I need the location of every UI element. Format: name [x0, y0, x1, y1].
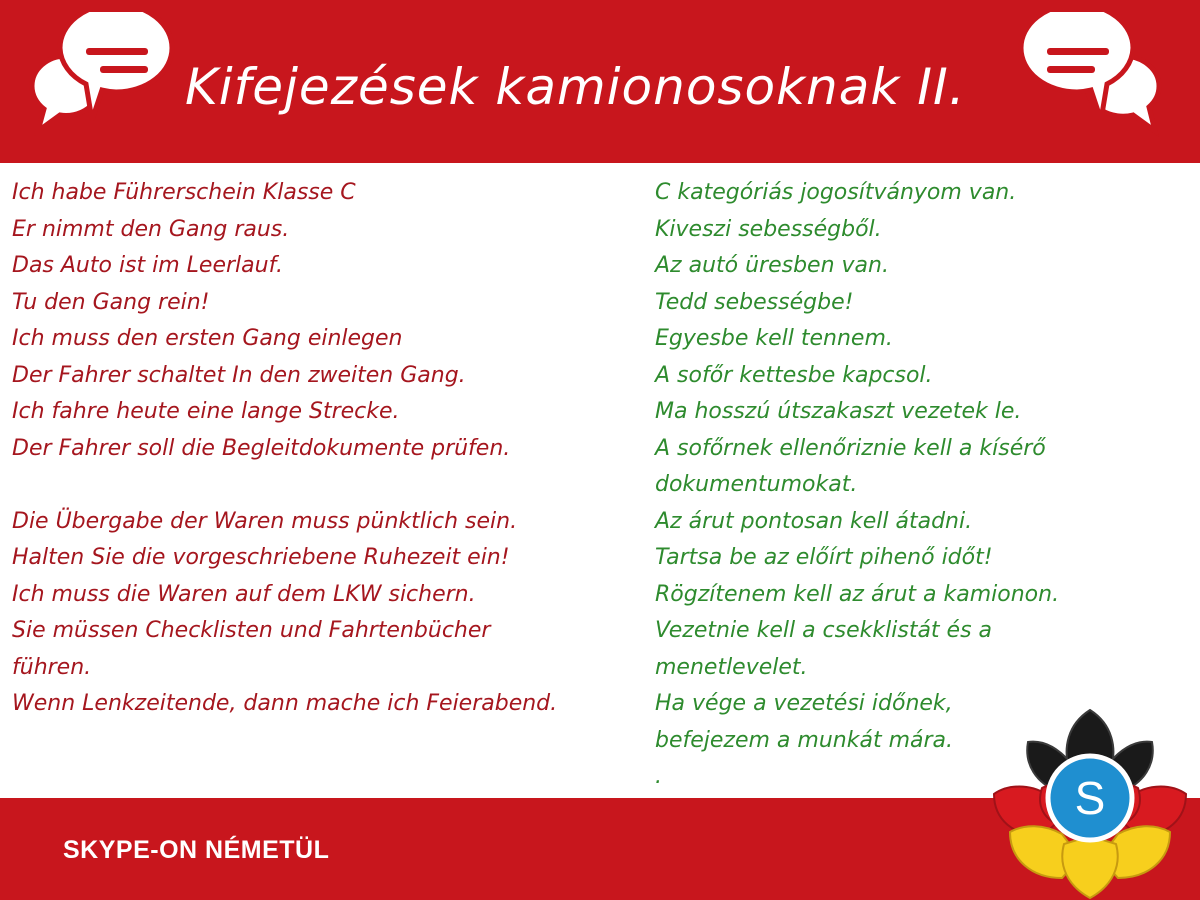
german-phrase: Er nimmt den Gang raus.	[12, 216, 290, 242]
german-phrase: Sie müssen Checklisten und Fahrtenbücher	[12, 618, 491, 643]
hungarian-phrase: menetlevelet.	[655, 654, 808, 680]
hungarian-phrase: Tartsa be az előírt pihenő időt!	[655, 545, 993, 570]
hungarian-phrase: Kiveszi sebességből.	[655, 216, 882, 242]
german-phrase: Das Auto ist im Leerlauf.	[12, 253, 283, 278]
hungarian-phrase: befejezem a munkát mára.	[655, 727, 953, 753]
chat-bubbles-icon	[20, 12, 180, 152]
hungarian-phrase: C kategóriás jogosítványom van.	[655, 180, 1017, 205]
hungarian-phrase: Egyesbe kell tennem.	[655, 326, 893, 351]
german-phrase: Der Fahrer schaltet In den zweiten Gang.	[12, 362, 466, 388]
hungarian-phrase: Az autó üresben van.	[655, 253, 889, 278]
german-phrases	[12, 175, 642, 723]
hungarian-phrase: .	[655, 764, 662, 789]
hungarian-phrase: Ha vége a vezetési időnek,	[655, 691, 953, 716]
hungarian-phrase: dokumentumokat.	[655, 472, 858, 497]
german-phrase: Tu den Gang rein!	[12, 289, 210, 315]
hungarian-phrase: Rögzítenem kell az árut a kamionon.	[655, 581, 1060, 607]
german-phrase: Ich fahre heute eine lange Strecke.	[12, 399, 400, 424]
chat-bubbles-icon	[1015, 12, 1185, 152]
german-phrase: Ich habe Führerschein Klasse C	[12, 180, 356, 205]
page-title: Kifejezések kamionosoknak II.	[185, 58, 966, 116]
hungarian-phrase: Vezetnie kell a csekklistát és a	[655, 618, 993, 643]
hungarian-phrase: Tedd sebességbe!	[655, 289, 854, 315]
german-phrase: Wenn Lenkzeitende, dann mache ich Feierabend.	[12, 691, 558, 716]
german-phrase: Die Übergabe der Waren muss pünktlich sein.	[12, 508, 518, 534]
hungarian-phrase: Ma hosszú útszakaszt vezetek le.	[655, 399, 1022, 424]
header-banner	[0, 0, 1200, 163]
hungarian-phrase: Az árut pontosan kell átadni.	[655, 508, 973, 534]
german-phrase: führen.	[12, 654, 92, 680]
spacer	[12, 467, 642, 504]
hungarian-phrase: A sofőrnek ellenőriznie kell a kísérő	[655, 435, 1046, 461]
german-phrase: Ich muss den ersten Gang einlegen	[12, 326, 403, 351]
german-phrase: Halten Sie die vorgeschriebene Ruhezeit ein!	[12, 545, 510, 570]
footer-brand-text: SKYPE-ON NÉMETÜL	[63, 836, 330, 864]
german-phrase: Ich muss die Waren auf dem LKW sichern.	[12, 581, 476, 607]
german-flag-flower-logo-icon	[980, 702, 1200, 900]
logo-letter: S	[1074, 772, 1106, 824]
hungarian-phrase: A sofőr kettesbe kapcsol.	[655, 362, 933, 388]
german-phrase: Der Fahrer soll die Begleitdokumente prüfen.	[12, 435, 511, 461]
